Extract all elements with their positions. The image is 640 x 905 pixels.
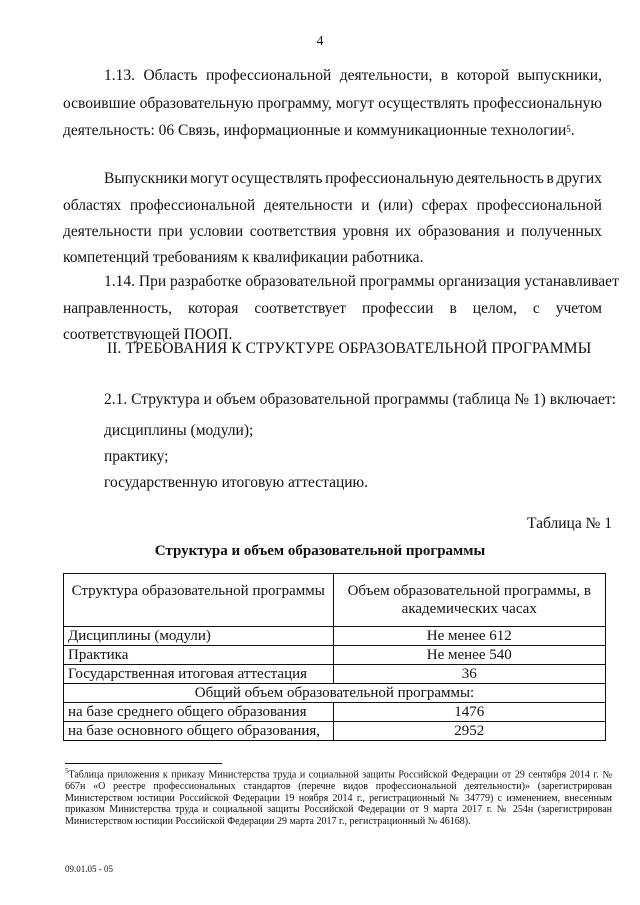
table-header-row — [64, 574, 606, 627]
table-cell: Не менее 540 — [333, 646, 606, 665]
para-graduates-line-3 — [63, 222, 602, 242]
table-cell: 36 — [333, 665, 606, 684]
para-1-13-line-1 — [104, 66, 602, 86]
word: деятельности — [63, 223, 152, 240]
word: полученных — [521, 223, 602, 240]
word: которая — [187, 300, 239, 317]
word: осуществлять — [231, 170, 323, 187]
table-cell: 2952 — [333, 722, 606, 741]
word: соответствует — [254, 300, 346, 317]
word: образования — [417, 223, 500, 240]
word: образовательную — [139, 95, 254, 112]
table-total-row — [64, 684, 606, 703]
list-item: дисциплины (модули); — [104, 422, 254, 439]
footnote-text: Таблица приложения к приказу Министерства труда и социальной защиты Российской Федерации от 29 сентября 2014 г. № 667н «О реестре профессиональных стандартов (перечне видов профессиональной деятельности)» (зарегистрирован Министерством юстиции Российской Федерации 19 ноября 2014 г., регистрационный № 34779) с изменением, внесенным приказом Министерства труда и социальной защиты Российской Федерации от 9 марта 2017 г. № 254н (зарегистрирован Министерством юстиции Российской Федерации 29 марта 2017 г., регистрационный № 46168). — [65, 769, 612, 827]
word: профессиональную — [473, 95, 602, 112]
table-caption: Таблица № 1 — [527, 515, 612, 532]
table-row — [64, 665, 606, 684]
word: профессиональную — [325, 170, 454, 187]
word: профессиональной — [205, 67, 332, 84]
table-header-cell: Структура образовательной программы — [64, 574, 334, 627]
para-2-1-line-1: 2.1. Структура и объем образовательной программы (таблица № 1) включает: — [104, 391, 616, 408]
footnote-mark: 5 — [65, 767, 69, 775]
footnote-divider — [65, 763, 222, 764]
table-total-label: Общий объем образовательной программы: — [64, 684, 606, 703]
para-1-14-line-1: 1.14. При разработке образовательной программы организация устанавливает — [104, 273, 619, 290]
word: деятельности, — [339, 67, 433, 84]
para-graduates-line-1 — [104, 169, 602, 189]
word: учетом — [555, 300, 602, 317]
section-title: II. ТРЕБОВАНИЯ К СТРУКТУРЕ ОБРАЗОВАТЕЛЬНОЙ ПРОГРАММЫ — [107, 340, 592, 357]
word: уровня — [342, 223, 389, 240]
word: деятельность — [456, 170, 544, 187]
word: могут — [190, 170, 229, 187]
para-1-14-line-3: соответствующей ПООП. — [63, 326, 233, 343]
table-row — [64, 627, 606, 646]
table-title: Структура и объем образовательной программы — [154, 543, 486, 559]
word: с — [532, 300, 540, 317]
document-code: 09.01.05 - 05 — [65, 864, 113, 874]
word: Выпускники — [104, 170, 188, 187]
word: соответствия — [249, 223, 337, 240]
word: областях — [63, 197, 122, 214]
word: которой — [456, 67, 510, 84]
word: других — [556, 170, 602, 187]
footnote — [65, 766, 612, 827]
list-item: государственную итоговую аттестацию. — [104, 474, 369, 491]
table-cell: на базе среднего общего образования — [64, 703, 334, 722]
table-row — [64, 703, 606, 722]
word: и — [361, 197, 370, 214]
list-item: практику; — [104, 448, 169, 465]
word: направленность, — [63, 300, 172, 317]
word: (или) — [378, 197, 413, 214]
word: целом, — [472, 300, 517, 317]
para-1-13-line-2 — [63, 94, 602, 114]
word: условии — [189, 223, 244, 240]
word: и — [506, 223, 515, 240]
word: сферах — [421, 197, 468, 214]
structure-table — [63, 573, 606, 741]
para-1-14-line-2 — [63, 299, 602, 319]
word: в — [546, 170, 554, 187]
word: осуществлять — [378, 95, 470, 112]
table-cell: Дисциплины (модули) — [64, 627, 334, 646]
word: программу, — [257, 95, 332, 112]
word: их — [395, 223, 412, 240]
footnote-ref: 5 — [566, 124, 571, 134]
word: могут — [335, 95, 375, 112]
word: в — [449, 300, 457, 317]
word: Область — [143, 67, 198, 84]
para-1-13-line-3 — [63, 121, 575, 141]
word: в — [440, 67, 449, 84]
table-header-cell: Объем образовательной программы, в академических часах — [333, 574, 606, 627]
page-number: 4 — [316, 34, 324, 49]
word: при — [158, 223, 183, 240]
word: 1.13. — [104, 67, 135, 84]
word: освоившие — [63, 95, 136, 112]
table-cell: Государственная итоговая аттестация — [64, 665, 334, 684]
word: выпускники, — [517, 67, 602, 84]
table-cell: Не менее 612 — [333, 627, 606, 646]
word: деятельности — [263, 197, 353, 214]
word: профессиональной — [476, 197, 602, 214]
table-row — [64, 646, 606, 665]
table-cell: Практика — [64, 646, 334, 665]
table-row — [64, 722, 606, 741]
word: профессии — [362, 300, 434, 317]
para-1-13-text: деятельность: 06 Связь, информационные и коммуникационные технологии — [63, 122, 567, 139]
para-graduates-line-2 — [63, 196, 602, 216]
para-1-13-end: . — [570, 122, 575, 139]
table-cell: 1476 — [333, 703, 606, 722]
table-cell: на базе основного общего образования, — [64, 722, 334, 741]
para-graduates-line-4: компетенций требованиям к квалификации работника. — [63, 249, 424, 266]
word: профессиональной — [129, 197, 256, 214]
